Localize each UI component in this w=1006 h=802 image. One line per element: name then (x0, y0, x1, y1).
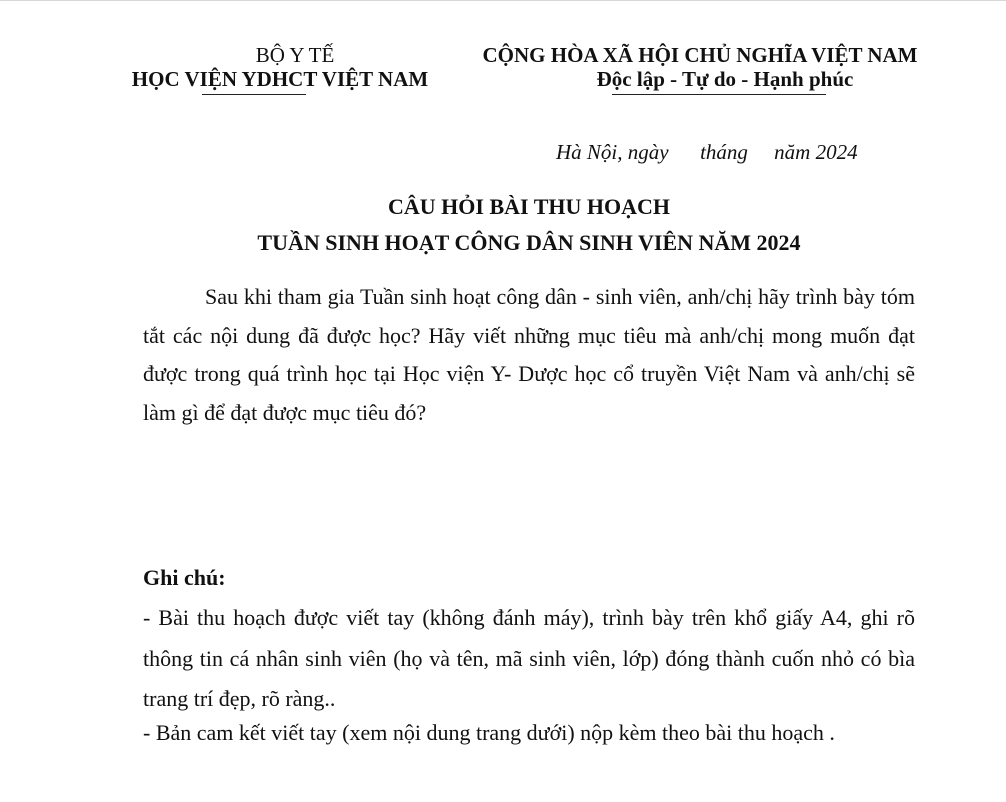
page-top-border (0, 0, 1006, 1)
document-title-line-2: TUẦN SINH HOẠT CÔNG DÂN SINH VIÊN NĂM 2024 (257, 230, 801, 255)
motto-underline (612, 94, 826, 95)
note-item: - Bài thu hoạch được viết tay (không đánh máy), trình bày trên khổ giấy A4, ghi rõ thông tin cá nhân sinh viên (họ và tên, mã sinh viên, lớp) đóng thành cuốn nhỏ có bìa trang trí đẹp, rõ ràng.. (143, 605, 915, 711)
notes-heading: Ghi chú: (143, 565, 226, 590)
academy-underline (202, 94, 306, 95)
document-title-line-1: CÂU HỎI BÀI THU HOẠCH (388, 194, 670, 219)
republic-heading: CỘNG HÒA XÃ HỘI CHỦ NGHĨA VIỆT NAM (482, 43, 918, 67)
place-date-line: Hà Nội, ngày tháng năm 2024 (556, 140, 858, 164)
note-item: - Bản cam kết viết tay (xem nội dung trang dưới) nộp kèm theo bài thu hoạch . (143, 720, 835, 745)
academy-name: HỌC VIỆN YDHCT VIỆT NAM (131, 67, 429, 91)
question-paragraph: Sau khi tham gia Tuần sinh hoạt công dân - sinh viên, anh/chị hãy trình bày tóm tắt các nội dung đã được học? Hãy viết những mục tiêu mà anh/chị mong muốn đạt được trong quá trình học tại Học viện Y- Dược học cổ truyền Việt Nam và anh/chị sẽ làm gì để đạt được mục tiêu đó? (143, 284, 915, 425)
ministry-name: BỘ Y TẾ (255, 43, 335, 67)
national-motto: Độc lập - Tự do - Hạnh phúc (596, 67, 854, 91)
